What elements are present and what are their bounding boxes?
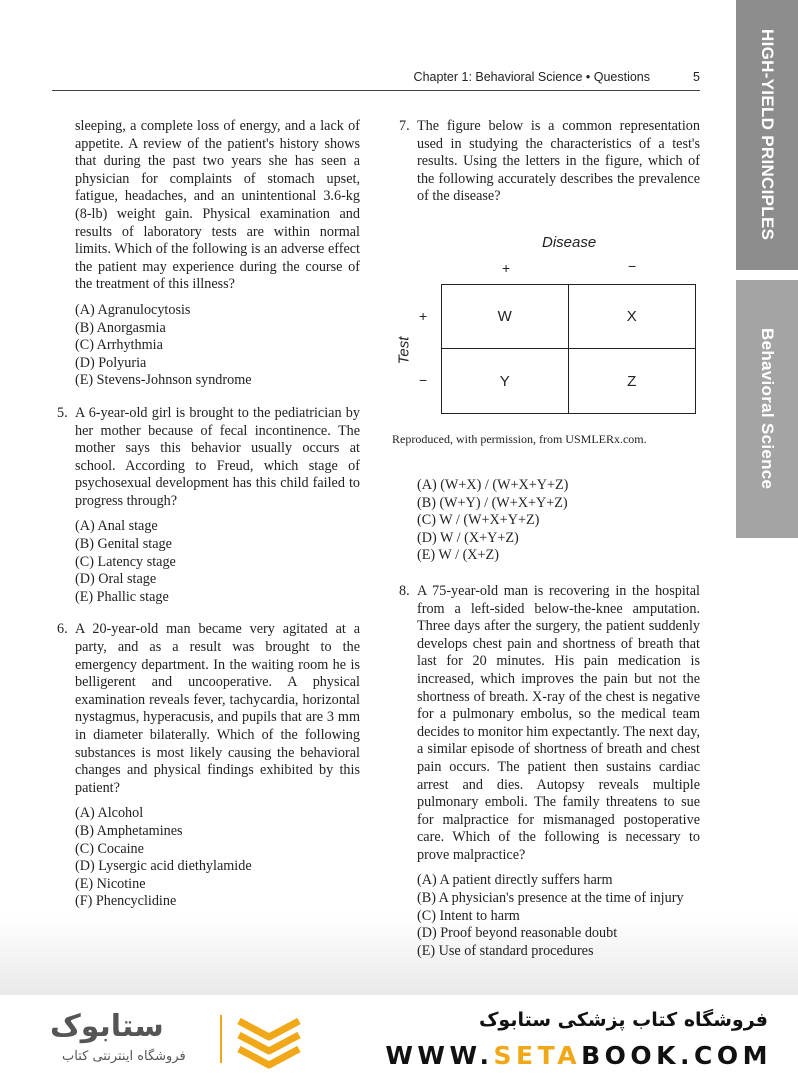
answer-option: (E) Phallic stage xyxy=(75,588,169,605)
test-negative-label: − xyxy=(419,372,428,388)
answer-option: (D) Oral stage xyxy=(75,571,157,588)
answer-option: (A) Anal stage xyxy=(75,518,158,535)
answer-option: (D) W / (X+Y+Z) xyxy=(417,529,519,546)
answer-option: (B) A physician's presence at the time of injury xyxy=(417,890,684,907)
answer-option: (A) A patient directly suffers harm xyxy=(417,872,613,889)
answer-option: (E) Stevens-Johnson syndrome xyxy=(75,372,252,389)
answer-option: (D) Polyuria xyxy=(75,354,147,371)
answer-option: (D) Proof beyond reasonable doubt xyxy=(417,925,618,942)
store-url[interactable] xyxy=(385,1041,772,1070)
question-8 xyxy=(399,582,700,960)
question-number: 5. xyxy=(57,404,68,421)
store-name: فروشگاه کتاب پزشکی ستابوک xyxy=(478,1009,768,1031)
cell-y: Y xyxy=(442,349,569,413)
header-rule xyxy=(52,90,700,91)
side-tab-behavioral xyxy=(736,280,798,538)
question-number: 7. xyxy=(399,118,410,134)
answer-option: (E) W / (X+Z) xyxy=(417,547,499,564)
question-number: 8. xyxy=(399,582,410,599)
answer-options xyxy=(75,518,360,606)
answer-option: (C) Intent to harm xyxy=(417,907,520,924)
answer-option: (B) Anorgasmia xyxy=(75,319,166,336)
answer-option: (C) W / (W+X+Y+Z) xyxy=(417,512,540,529)
figure-credit: Reproduced, with permission, from USMLERx.com. xyxy=(392,432,647,446)
answer-option: (A) Agranulocytosis xyxy=(75,301,191,318)
answer-options xyxy=(417,477,700,565)
disease-positive-label: + xyxy=(502,260,511,276)
answer-options xyxy=(75,805,360,911)
question-text: The figure below is a common representation used in studying the characteristics of a test's results. Using the letters in the figure, which of the following accurately describes the prevalence of the disease? xyxy=(417,118,700,205)
logo-subtitle: فروشگاه اینترنتی کتاب xyxy=(62,1049,186,1064)
side-tab-label: HIGH-YIELD PRINCIPLES xyxy=(758,29,777,241)
question-text: A 20-year-old man became very agitated at a party, and as a result was brought to the emergency department. In the waiting room he is belligerent and uncooperative. A physical examination reveals fever, tachycardia, horizontal nystagmus, hyperacusis, and pupils that are 3 mm in diameter bilaterally. Which of the following substances is most likely causing the behavioral changes and physical findings exhibited by this patient? xyxy=(75,621,360,796)
answer-option: (B) Amphetamines xyxy=(75,822,183,839)
running-header xyxy=(52,68,700,88)
logo-brand-text: ستابوک xyxy=(50,1009,164,1044)
url-suffix: BOOK.COM xyxy=(581,1041,772,1070)
test-label: Test xyxy=(395,336,413,365)
answer-option: (F) Phencyclidine xyxy=(75,893,177,910)
question-text: A 75-year-old man is recovering in the hospital from a left-sided below-the-knee amputation. Three days after the surgery, the patient suddenly develops chest pain and shortness of breath that last for 20 minutes. His pain medication is increased, which improves the pain but not the shortness of breath. X-ray of the chest is negative for a pulmonary embolus, so the medical team decides to monitor him expectantly. The next day, a similar episode of shortness of breath and chest pain occurs. The patient then sustains cardiac arrest and dies. Autopsy reveals multiple pulmonary emboli. The family threatens to sue for malpractice for mismanaged postoperative care. Which of the following is necessary to prove malpractice? xyxy=(417,582,700,863)
setabook-logo xyxy=(48,1009,308,1071)
side-tab-high-yield xyxy=(736,0,798,270)
chapter-title: Chapter 1: Behavioral Science • Questions xyxy=(413,70,650,84)
right-column-q8 xyxy=(399,477,700,960)
question-5 xyxy=(57,404,360,607)
answer-option: (E) Nicotine xyxy=(75,875,146,892)
question-6 xyxy=(57,621,360,911)
question-number: 6. xyxy=(57,621,68,638)
answer-option: (B) Genital stage xyxy=(75,536,172,553)
logo-divider xyxy=(220,1015,222,1063)
book-stack-icon xyxy=(234,1013,304,1069)
answer-option: (A) (W+X) / (W+X+Y+Z) xyxy=(417,477,569,493)
answer-option: (C) Cocaine xyxy=(75,840,144,857)
url-prefix: WWW. xyxy=(385,1041,494,1070)
cell-w: W xyxy=(442,285,569,349)
cell-z: Z xyxy=(627,372,637,390)
answer-option: (A) Alcohol xyxy=(75,805,144,822)
answer-option: (B) (W+Y) / (W+X+Y+Z) xyxy=(417,494,568,511)
question-7 xyxy=(399,118,700,206)
contingency-grid xyxy=(441,284,696,414)
page-number: 5 xyxy=(693,70,700,84)
left-column xyxy=(57,118,360,911)
side-tab-label: Behavioral Science xyxy=(758,328,777,490)
two-by-two-table-figure xyxy=(392,230,712,430)
url-highlight: SETA xyxy=(493,1041,582,1070)
answer-option: (C) Latency stage xyxy=(75,553,176,570)
right-column-q7 xyxy=(399,118,700,206)
question-text: A 6-year-old girl is brought to the pediatrician by her mother because of fecal incontinence. The mother says this behavior usually occurs at school. According to Freud, which stage of psychosexual development has this child failed to progress through? xyxy=(75,404,360,509)
test-positive-label: + xyxy=(419,308,428,324)
answer-option: (C) Arrhythmia xyxy=(75,337,163,354)
question-text: sleeping, a complete loss of energy, and a lack of appetite. A review of the patient's history shows that during the past two years she has seen a physician for complaints of stomach upset, fatigue, headaches, and an unintentional 3.6-kg (8-lb) weight gain. Physical examination and results of laboratory tests are within normal limits. Which of the following is an adverse effect the patient may experience during the course of the treatment of this illness? xyxy=(75,118,360,293)
disease-negative-label: − xyxy=(628,258,637,274)
answer-options xyxy=(417,872,700,960)
answer-option: (E) Use of standard procedures xyxy=(417,942,594,959)
disease-label: Disease xyxy=(542,234,597,251)
answer-option: (D) Lysergic acid diethylamide xyxy=(75,858,252,875)
answer-options xyxy=(75,302,360,390)
question-continued xyxy=(75,118,360,390)
cell-x: X xyxy=(569,285,696,349)
store-footer-banner xyxy=(0,995,798,1080)
